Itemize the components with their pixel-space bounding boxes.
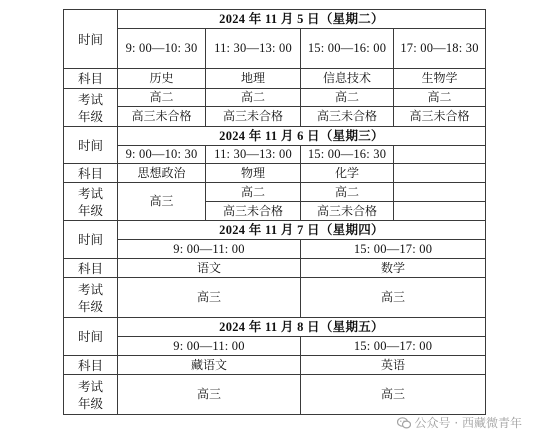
day3-grade-row — [64, 278, 486, 318]
grade-label-line2: 年级 — [77, 108, 103, 124]
day1-times-row — [64, 29, 486, 69]
schedule-table — [63, 9, 486, 415]
subject-cell: 英语 — [301, 356, 486, 375]
grade-label-line1: 考试 — [77, 378, 103, 394]
time-label: 时间 — [64, 127, 118, 164]
time-cell: 9: 00—11: 00 — [118, 337, 301, 356]
grade-label — [64, 89, 118, 127]
time-cell — [394, 146, 486, 164]
time-cell: 15: 00—16: 00 — [301, 29, 394, 69]
subject-cell: 化学 — [301, 164, 394, 183]
grade-cell: 高三 — [118, 183, 206, 221]
subject-cell: 历史 — [118, 69, 206, 89]
subject-label: 科目 — [64, 356, 118, 375]
day2-times-row — [64, 146, 486, 164]
subject-cell: 地理 — [206, 69, 301, 89]
time-cell: 9: 00—11: 00 — [118, 240, 301, 259]
day1-date-header: 2024 年 11 月 5 日（星期二） — [118, 10, 486, 29]
day2-grade-row-1 — [64, 183, 486, 202]
grade-cell: 高三未合格 — [206, 107, 301, 127]
grade-cell: 高三未合格 — [394, 107, 486, 127]
grade-cell: 高三 — [301, 375, 486, 415]
wechat-icon — [397, 417, 411, 429]
subject-label: 科目 — [64, 164, 118, 183]
grade-cell: 高三未合格 — [118, 107, 206, 127]
grade-cell: 高二 — [206, 183, 301, 202]
subject-label: 科目 — [64, 69, 118, 89]
day4-subjects-row — [64, 356, 486, 375]
grade-label-line2: 年级 — [77, 298, 103, 314]
subject-cell: 思想政治 — [118, 164, 206, 183]
time-cell: 15: 00—16: 30 — [301, 146, 394, 164]
grade-cell: 高三未合格 — [301, 202, 394, 221]
day3-date-header: 2024 年 11 月 7 日（星期四） — [118, 221, 486, 240]
day1-grade-row-2 — [64, 107, 486, 127]
grade-cell: 高三 — [118, 278, 301, 318]
subject-cell: 语文 — [118, 259, 301, 278]
exam-schedule — [63, 9, 485, 415]
day1-grade-row-1 — [64, 89, 486, 107]
grade-label — [64, 278, 118, 318]
grade-label-line1: 考试 — [77, 281, 103, 297]
grade-cell: 高三未合格 — [301, 107, 394, 127]
day4-times-row — [64, 337, 486, 356]
grade-cell: 高二 — [394, 89, 486, 107]
day3-subjects-row — [64, 259, 486, 278]
watermark — [397, 414, 522, 431]
day4-date-header: 2024 年 11 月 8 日（星期五） — [118, 318, 486, 337]
day2-subjects-row — [64, 164, 486, 183]
time-cell: 15: 00—17: 00 — [301, 240, 486, 259]
grade-cell: 高二 — [118, 89, 206, 107]
grade-cell — [394, 202, 486, 221]
day3-header-row — [64, 221, 486, 240]
time-cell: 17: 00—18: 30 — [394, 29, 486, 69]
day4-header-row — [64, 318, 486, 337]
day1-header-row — [64, 10, 486, 29]
time-cell: 11: 30—13: 00 — [206, 146, 301, 164]
grade-cell: 高二 — [206, 89, 301, 107]
subject-cell: 物理 — [206, 164, 301, 183]
subject-cell: 数学 — [301, 259, 486, 278]
grade-cell: 高二 — [301, 89, 394, 107]
day1-subjects-row — [64, 69, 486, 89]
time-label: 时间 — [64, 221, 118, 259]
subject-cell: 信息技术 — [301, 69, 394, 89]
grade-label-line2: 年级 — [77, 202, 103, 218]
subject-cell: 藏语文 — [118, 356, 301, 375]
grade-cell — [394, 183, 486, 202]
time-cell: 15: 00—17: 00 — [301, 337, 486, 356]
grade-label-line1: 考试 — [77, 91, 103, 107]
subject-label: 科目 — [64, 259, 118, 278]
time-cell: 11: 30—13: 00 — [206, 29, 301, 69]
time-cell: 9: 00—10: 30 — [118, 146, 206, 164]
grade-label — [64, 183, 118, 221]
day2-date-header: 2024 年 11 月 6 日（星期三） — [118, 127, 486, 146]
time-label: 时间 — [64, 10, 118, 69]
day3-times-row — [64, 240, 486, 259]
time-label: 时间 — [64, 318, 118, 356]
grade-label — [64, 375, 118, 415]
grade-label-line1: 考试 — [77, 185, 103, 201]
watermark-text: 公众号 · 西藏微青年 — [414, 416, 522, 430]
grade-cell: 高三 — [118, 375, 301, 415]
grade-cell: 高二 — [301, 183, 394, 202]
grade-cell: 高三 — [301, 278, 486, 318]
day4-grade-row — [64, 375, 486, 415]
day2-header-row — [64, 127, 486, 146]
grade-label-line2: 年级 — [77, 395, 103, 411]
grade-cell: 高三未合格 — [206, 202, 301, 221]
subject-cell: 生物学 — [394, 69, 486, 89]
subject-cell — [394, 164, 486, 183]
time-cell: 9: 00—10: 30 — [118, 29, 206, 69]
